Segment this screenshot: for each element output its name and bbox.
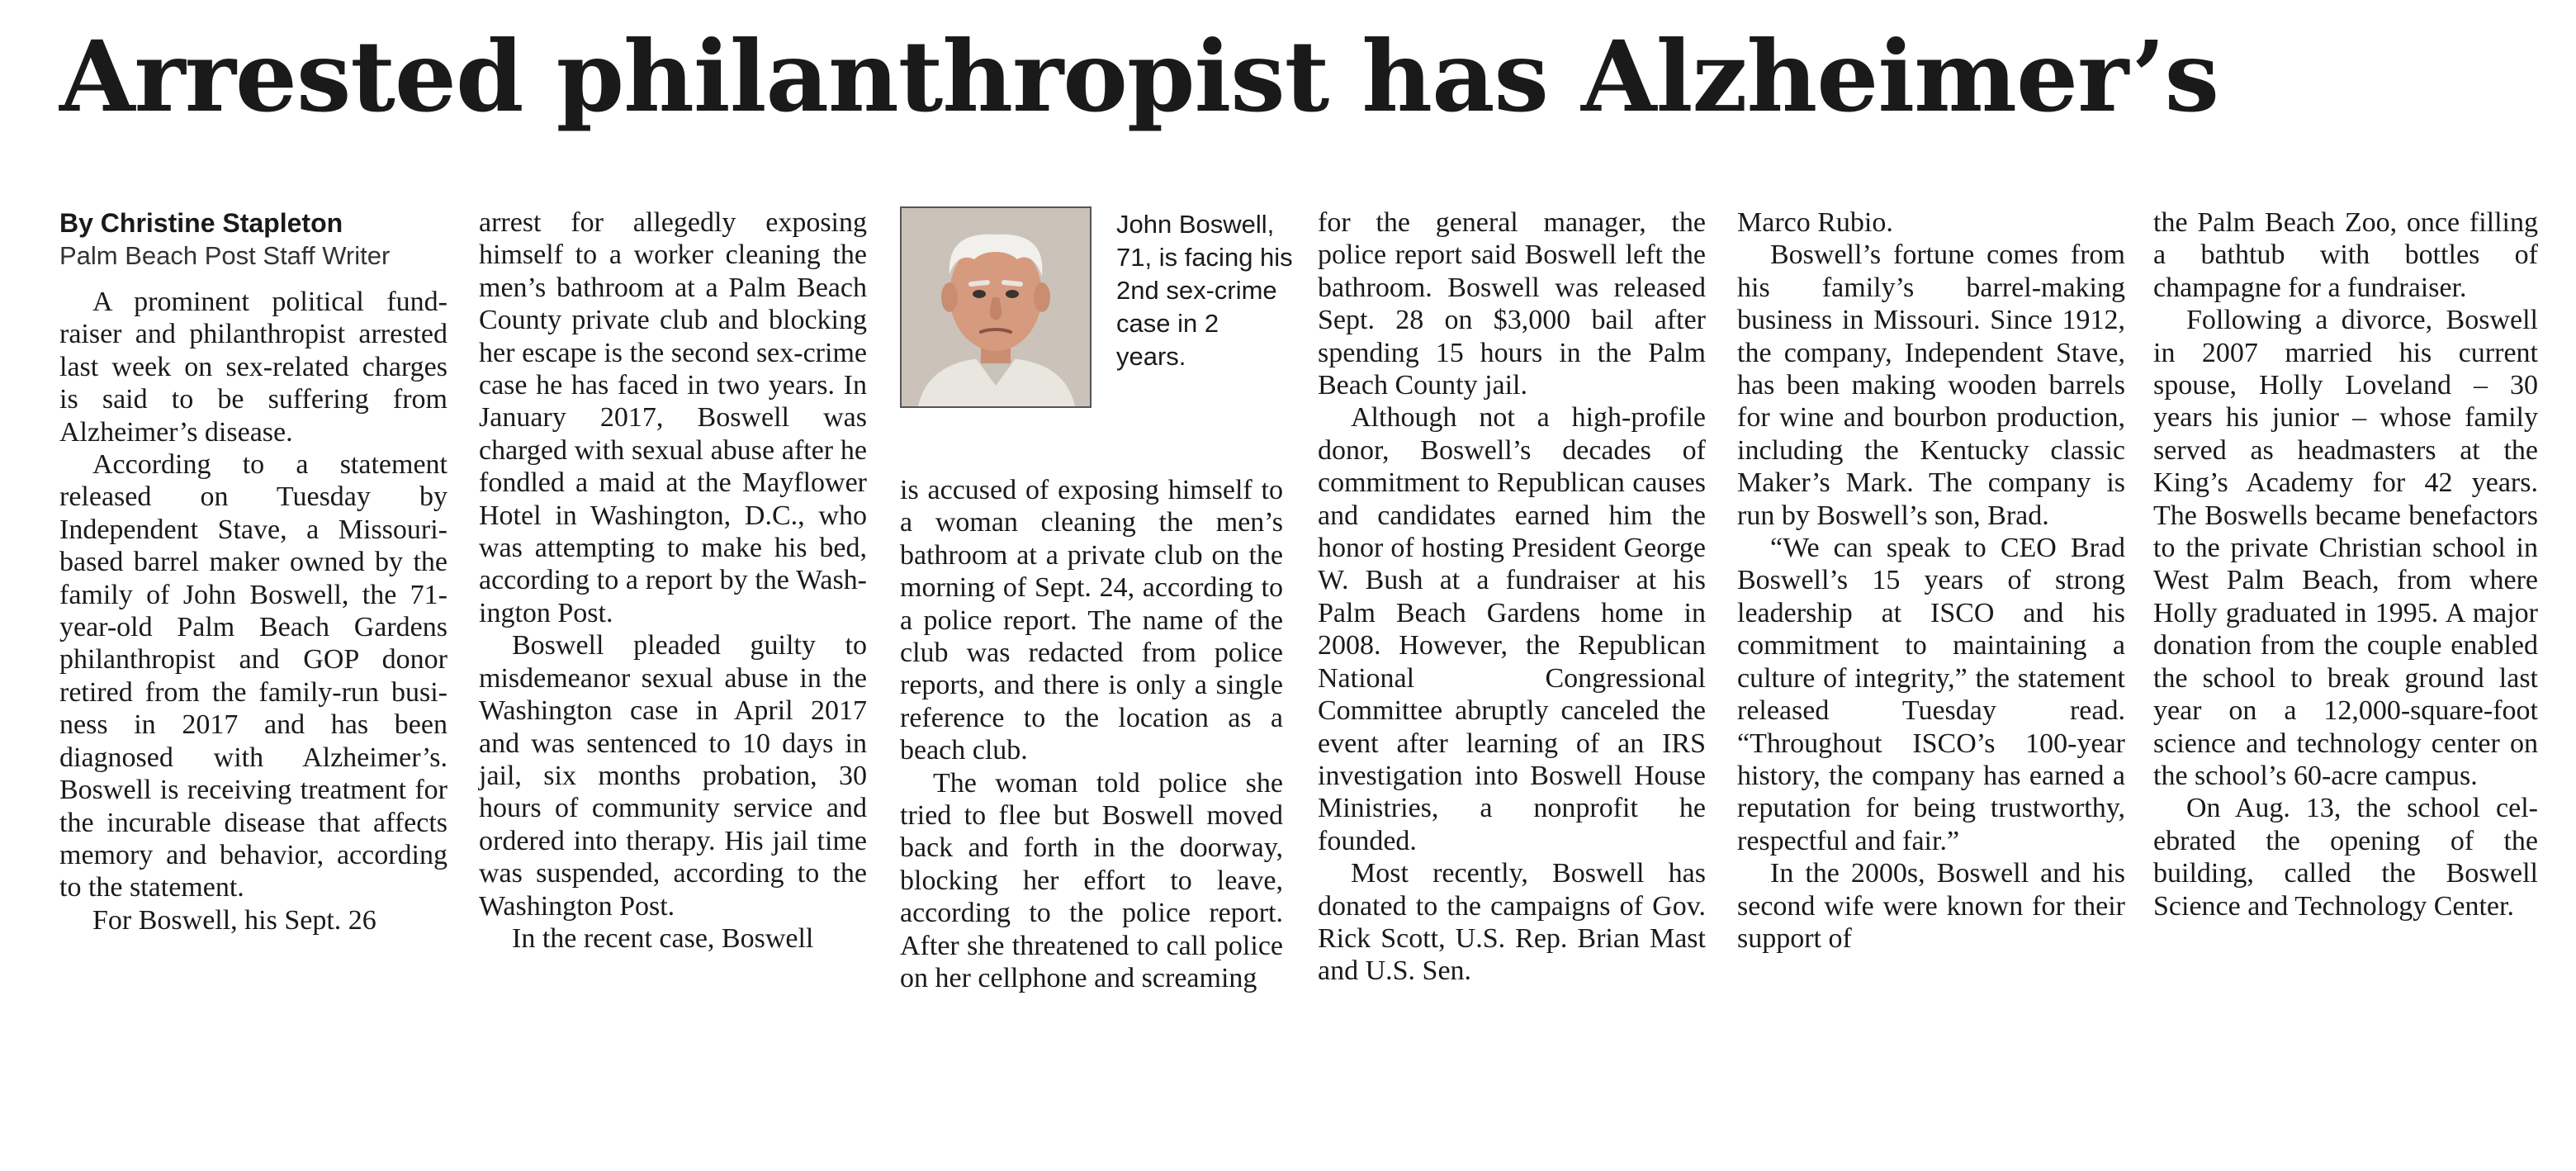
paragraph: According to a statement released on Tuesday by Independent Stave, a Missouri-based barrel maker owned by the family of John Boswell, the 71-year-old Palm Beach Gardens philanthropist and GOP donor retired from the family-run business in 2017 and has been diagnosed with Alzheimer’s. Boswell is receiving treatment for the incurable disease that affects memory and behavior, according to the statement. [59, 449, 447, 903]
article-column-3 [900, 474, 1283, 995]
paragraph: Most recently, Boswell has donated to the campaigns of Gov. Rick Scott, U.S. Rep. Brian Mast and U.S. Sen. [1318, 858, 1706, 987]
staff-title: Palm Beach Post Staff Writer [59, 241, 391, 270]
portrait-photo [900, 206, 1091, 408]
paragraph: The woman told police she tried to flee but Boswell moved back and forth in the doorway, blocking her effort to leave, according to the police report. After she threatened to call police on her cellphone and screaming [900, 767, 1283, 994]
paragraph: Following a divorce, Boswell in 2007 married his current spouse, Holly Loveland – 30 years his junior – whose family served as headmasters at the King’s Academy for 42 years. The Boswells became benefactors to the private Christian school in West Palm Beach, from where Holly graduated in 1995. A major donation from the couple enabled the school to break ground last year on a 12,000-square-foot science and technology center on the school’s 60-acre campus. [2153, 305, 2538, 791]
paragraph: Boswell pleaded guilty to misdemeanor sexual abuse in the Washington case in April 2017 and was sentenced to 10 days in jail, six months probation, 30 hours of community service and ordered into therapy. His jail time was suspended, according to the Washington Post. [479, 630, 867, 922]
article-column-1 [59, 206, 447, 936]
paragraph: For Boswell, his Sept. 26 [92, 904, 376, 936]
paragraph: In the recent case, Boswell [512, 922, 814, 954]
photo-caption: John Boswell, 71, is facing his 2nd sex-crime case in 2 years. [1116, 210, 1293, 371]
paragraph: On Aug. 13, the school celebrated the opening of the building, called the Boswell Science and Technology Center. [2153, 793, 2538, 922]
paragraph: Marco Rubio. [1737, 207, 1893, 238]
paragraph: is accused of exposing himself to a woman cleaning the men’s bathroom at a private club on the morning of Sept. 24, according to a police report. The name of the club was redacted from police reports, and there is only a single reference to the location as a beach club. [900, 475, 1283, 766]
paragraph: arrest for allegedly exposing himself to a worker cleaning the men’s bathroom at a Palm Beach County private club and blocking her escape is the second sex-crime case he has faced in two years. In January 2017, Boswell was charged with sexual abuse after he fondled a maid at the Mayflower Hotel in Washington, D.C., who was attempting to make his bed, according to a report by the Washington Post. [479, 207, 867, 628]
photo-block [900, 206, 1295, 410]
article-column-5 [1737, 206, 2125, 955]
paragraph: “We can speak to CEO Brad Boswell’s 15 years of strong leadership at ISCO and his commitment to maintaining a culture of integrity,” the statement released Tuesday read. “Throughout ISCO’s 100-year history, the company has earned a reputation for being trustworthy, respectful and fair.” [1737, 533, 2125, 856]
article-column-4 [1318, 206, 1706, 988]
paragraph: for the general manager, the police report said Boswell left the bathroom. Boswell was released Sept. 28 on $3,000 bail after spending 15 hours in the Palm Beach County jail. [1318, 207, 1706, 401]
paragraph: Although not a high-profile donor, Boswell’s decades of commitment to Republican causes and candidates earned him the honor of hosting President George W. Bush at a fundraiser at his Palm Beach Gardens home in 2008. However, the Republican National Congressional Committee abruptly canceled the event after learning of an IRS investigation into Boswell House Ministries, a nonprofit he founded. [1318, 402, 1706, 856]
headline: Arrested philanthropist has Alzheimer’s [59, 19, 2219, 134]
article-column-6 [2153, 206, 2538, 922]
paragraph: A prominent political fundraiser and philanthropist arrested last week on sex-related charges is said to be suffering from Alzheimer’s disease. [59, 287, 447, 448]
paragraph: Boswell’s fortune comes from his family’s barrel-making business in Missouri. Since 1912, the company, Independent Stave, has been making wooden barrels for wine and bourbon production, including the Kentucky classic Maker’s Mark. The company is run by Boswell’s son, Brad. [1737, 239, 2125, 531]
paragraph: the Palm Beach Zoo, once filling a bathtub with bottles of champagne for a fundraiser. [2153, 207, 2538, 303]
article-column-2 [479, 206, 867, 955]
byline: By Christine Stapleton [59, 208, 343, 238]
paragraph: In the 2000s, Boswell and his second wife were known for their support of [1737, 858, 2125, 954]
